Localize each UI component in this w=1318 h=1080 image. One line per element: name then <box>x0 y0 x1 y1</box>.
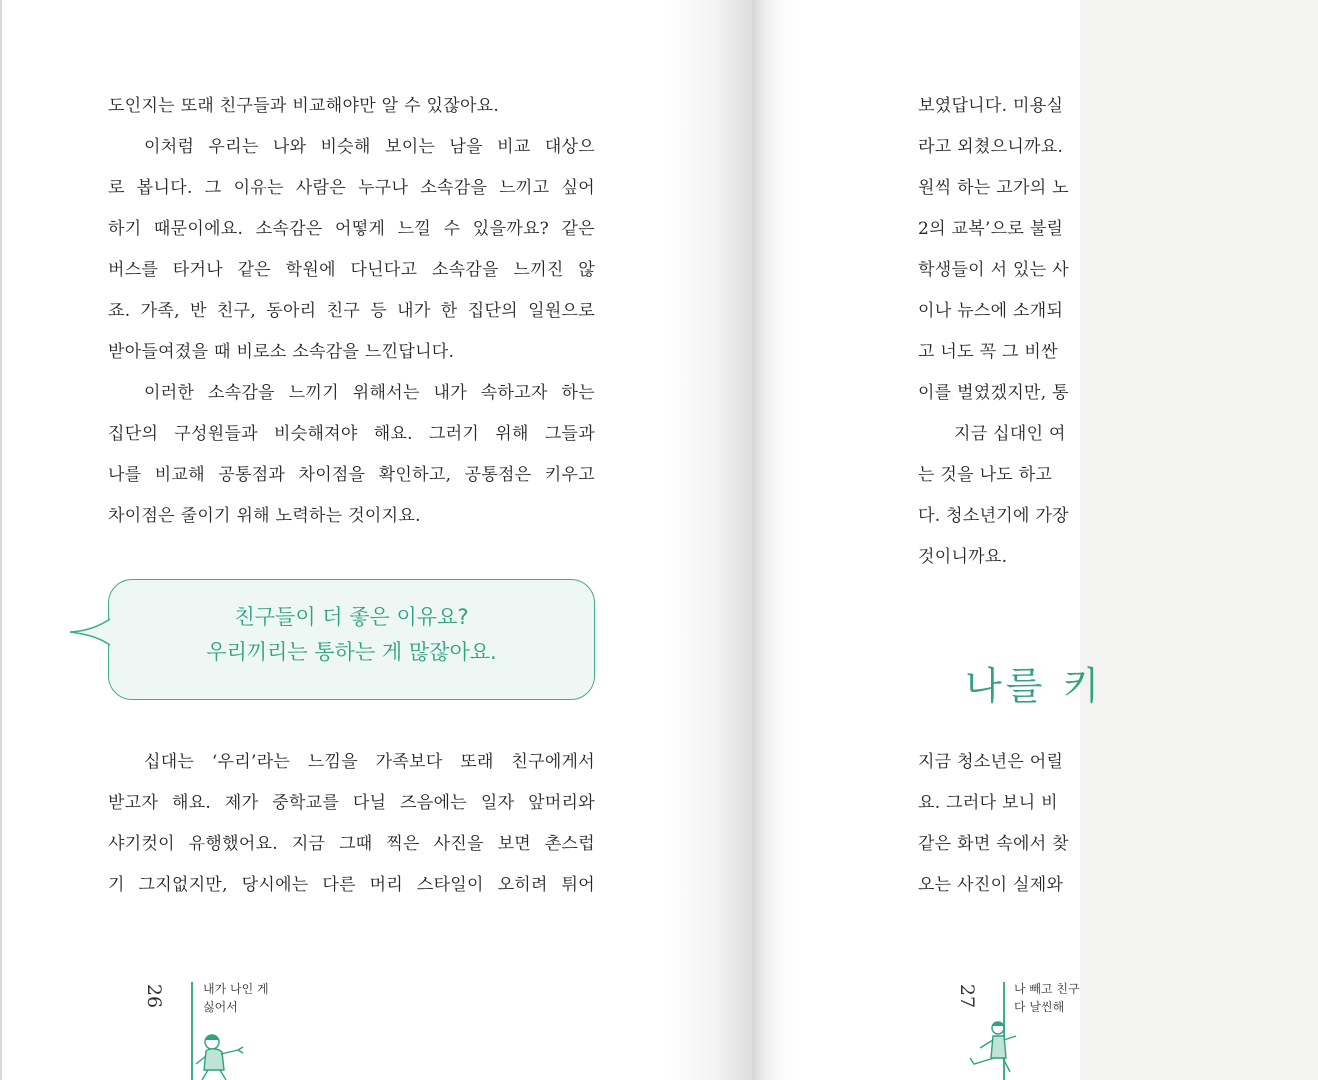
right-page-body-bottom <box>918 742 1318 906</box>
running-title <box>203 980 269 1016</box>
running-title <box>1014 980 1080 1016</box>
callout-text <box>108 600 595 670</box>
text-line: 라고 외쳤으니까요. <box>918 137 1064 157</box>
text-line: 것이니까요. <box>918 547 1008 567</box>
text-line: 학생들이 서 있는 사 <box>918 260 1069 280</box>
text-line: 2의 교복’으로 불릴 <box>918 219 1064 239</box>
running-title-line: 싫어서 <box>203 1000 238 1014</box>
left-page-body-top <box>108 86 595 537</box>
text-line: 고 너도 꼭 그 비싼 <box>918 342 1058 362</box>
text-line: 기 그지없지만, 당시에는 다른 머리 스타일이 오히려 튀어 <box>108 875 595 895</box>
text-line: 이처럼 우리는 나와 비슷해 보이는 남을 비교 대상으 <box>144 137 595 157</box>
running-title-line: 다 날씬해 <box>1014 1000 1065 1014</box>
callout-line: 친구들이 더 좋은 이유요? <box>234 605 469 629</box>
text-line: 십대는 ‘우리’라는 느낌을 가족보다 또래 친구에게서 <box>144 752 595 772</box>
page-number: 26 <box>143 983 166 1009</box>
running-person-illustration <box>966 1018 1030 1080</box>
text-line: 버스를 타거나 같은 학원에 다닌다고 소속감을 느끼진 않 <box>108 260 595 280</box>
text-line: 차이점은 줄이기 위해 노력하는 것이지요. <box>108 506 421 526</box>
text-line: 지금 청소년은 어릴 <box>918 752 1064 772</box>
page-number: 27 <box>956 983 979 1009</box>
callout-line: 우리끼리는 통하는 게 많잖아요. <box>206 640 497 664</box>
running-title-line: 내가 나인 게 <box>203 982 269 996</box>
text-line: 원씩 하는 고가의 노 <box>918 178 1069 198</box>
running-person-illustration <box>186 1030 250 1080</box>
callout-tail <box>68 617 112 647</box>
text-line: 보였답니다. 미용실 <box>918 96 1064 116</box>
text-line: 나를 비교해 공통점과 차이점을 확인하고, 공통점은 키우고 <box>108 465 595 485</box>
text-line: 다. 청소년기에 가장 <box>918 506 1069 526</box>
text-line: 같은 화면 속에서 찾 <box>918 834 1069 854</box>
left-page-edge <box>0 0 2 1080</box>
text-line: 이나 뉴스에 소개되 <box>918 301 1064 321</box>
text-line: 하기 때문이에요. 소속감은 어떻게 느낄 수 있을까요? 같은 <box>108 219 595 239</box>
left-page-body-bottom <box>108 742 595 906</box>
text-line: 오는 사진이 실제와 <box>918 875 1064 895</box>
text-line: 이러한 소속감을 느끼기 위해서는 내가 속하고자 하는 <box>144 383 595 403</box>
text-line: 받아들여졌을 때 비로소 소속감을 느낀답니다. <box>108 342 455 362</box>
text-line: 지금 십대인 여 <box>954 424 1066 444</box>
text-line: 샤기컷이 유행했어요. 지금 그때 찍은 사진을 보면 촌스럽 <box>108 834 595 854</box>
section-heading: 나를 키 <box>965 664 1104 708</box>
running-title-line: 나 빼고 친구 <box>1014 982 1080 996</box>
text-line: 집단의 구성원들과 비슷해져야 해요. 그러기 위해 그들과 <box>108 424 595 444</box>
right-page-body-top <box>918 86 1318 578</box>
text-line: 요. 그러다 보니 비 <box>918 793 1058 813</box>
text-line: 는 것을 나도 하고 <box>918 465 1053 485</box>
text-line: 이를 벌였겠지만, 통 <box>918 383 1069 403</box>
text-line: 로 봅니다. 그 이유는 사람은 누구나 소속감을 느끼고 싶어 <box>108 178 595 198</box>
text-line: 받고자 해요. 제가 중학교를 다닐 즈음에는 일자 앞머리와 <box>108 793 595 813</box>
text-line: 도인지는 또래 친구들과 비교해야만 알 수 있잖아요. <box>108 96 500 116</box>
text-line: 죠. 가족, 반 친구, 동아리 친구 등 내가 한 집단의 일원으로 <box>108 301 595 321</box>
